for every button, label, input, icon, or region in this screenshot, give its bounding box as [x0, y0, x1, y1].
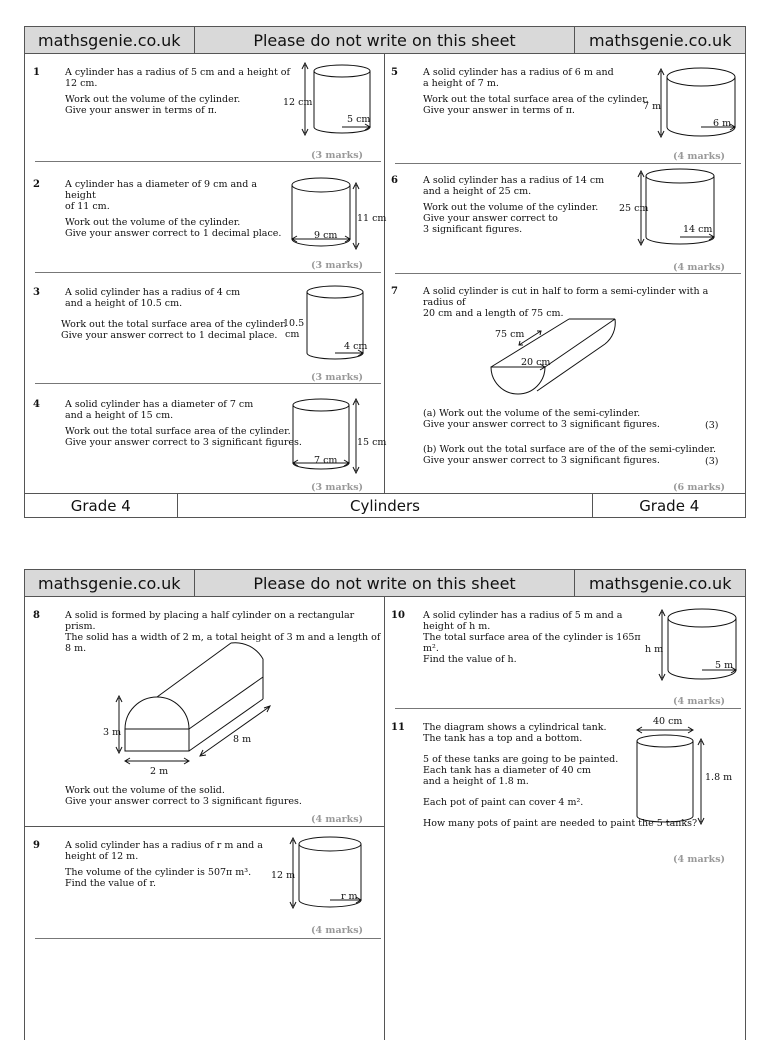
text-line: of 11 cm. [65, 201, 110, 212]
question-number: 9 [33, 840, 40, 851]
height-label: 12 cm [283, 97, 313, 108]
marks-label: (4 marks) [673, 854, 726, 865]
question-number: 1 [33, 67, 40, 78]
text-line: Each pot of paint can cover 4 m². [423, 797, 584, 808]
text-line: A cylinder has a diameter of 9 cm and a height [65, 179, 258, 201]
text-line: Give your answer in terms of π. [423, 105, 575, 116]
marks-label: (3 marks) [311, 482, 364, 493]
marks-label: (4 marks) [673, 151, 726, 162]
radius-label: 5 cm [347, 114, 371, 125]
question-text [65, 67, 305, 116]
divider [395, 708, 741, 709]
text-line: (a) Work out the volume of the semi-cylinder. [423, 408, 641, 419]
worksheet-page-2 [24, 569, 746, 1040]
text-line: and a height of 15 cm. [65, 410, 174, 421]
text-line: The volume of the cylinder is 507π m³. [65, 867, 252, 878]
question-7a-text [423, 408, 723, 430]
text-line: Work out the volume of the cylinder. [65, 94, 241, 105]
header-site-right: mathsgenie.co.uk [589, 573, 732, 593]
height-label: 12 m [271, 870, 296, 881]
text-line: Give your answer correct to 3 significant figures. [65, 796, 302, 807]
header-notice: Please do not write on this sheet [195, 27, 576, 53]
sheet-header [25, 27, 745, 54]
text-line: A solid cylinder has a radius of 4 cm [65, 287, 241, 298]
cylinder-diagram [301, 283, 381, 373]
text-line: How many pots of paint are needed to paint the 5 tanks? [423, 818, 698, 829]
sheet-footer [25, 493, 745, 517]
header-site-left: mathsgenie.co.uk [25, 570, 195, 596]
text-line: 5 of these tanks are going to be painted. [423, 754, 619, 765]
question-text [65, 287, 285, 309]
height-label: h m [645, 644, 664, 655]
divider [395, 273, 741, 274]
diameter-label: 7 cm [314, 455, 338, 466]
half-cylinder-prism-diagram [115, 640, 285, 780]
divider [395, 163, 741, 164]
text-line: Give your answer correct to 3 significant figures. [423, 419, 660, 430]
height-label: 11 cm [357, 213, 387, 224]
height-label: 10.5 [283, 318, 305, 329]
marks-label: (3 marks) [311, 150, 364, 161]
question-text [423, 175, 623, 235]
marks-label: (4 marks) [673, 262, 726, 273]
text-line: Find the value of h. [423, 654, 517, 665]
text-line: The solid has a width of 2 m, a total height of 3 m and a length of 8 m. [65, 632, 381, 654]
text-line: A solid cylinder has a diameter of 7 cm [65, 399, 254, 410]
text-line: 20 cm and a length of 75 cm. [423, 308, 564, 319]
cylinder-diagram [655, 63, 745, 163]
header-site-left: mathsgenie.co.uk [25, 27, 195, 53]
height-label: 1.8 m [705, 772, 733, 783]
question-number: 8 [33, 610, 40, 621]
height-label: 25 cm [619, 203, 649, 214]
part-marks: (3) [705, 456, 719, 467]
question-number: 10 [391, 610, 405, 621]
question-number: 4 [33, 399, 40, 410]
footer-topic: Cylinders [178, 494, 594, 517]
cylinder-diagram [637, 167, 737, 257]
cylinder-diagram [281, 61, 381, 161]
question-number: 7 [391, 286, 398, 297]
diameter-label: 40 cm [653, 716, 683, 727]
text-line: Work out the volume of the solid. [65, 785, 225, 796]
text-line: height of 12 m. [65, 851, 139, 862]
text-line: Work out the total surface area of the cylinder. [423, 94, 649, 105]
question-number: 11 [391, 722, 405, 733]
text-line: Give your answer correct to 1 decimal place. [61, 330, 278, 341]
question-text [65, 179, 285, 239]
marks-label: (3 marks) [311, 372, 364, 383]
text-line: A solid cylinder has a radius of 6 m and [423, 67, 614, 78]
question-number: 5 [391, 67, 398, 78]
question-number: 2 [33, 179, 40, 190]
text-line: Give your answer correct to 3 significant figures. [423, 455, 660, 466]
text-line: A solid cylinder has a radius of r m and a [65, 840, 263, 851]
divider [35, 272, 381, 273]
length-label: 8 m [233, 734, 252, 745]
question-number: 3 [33, 287, 40, 298]
text-line: Give your answer in terms of π. [65, 105, 217, 116]
height-label: 7 m [643, 101, 662, 112]
text-line: The diagram shows a cylindrical tank. [423, 722, 607, 733]
text-line: Work out the total surface area of the cylinder. [61, 319, 287, 330]
divider [35, 161, 381, 162]
text-line: A solid cylinder has a radius of 14 cm [423, 175, 605, 186]
text-line: Each tank has a diameter of 40 cm [423, 765, 591, 776]
part-marks: (3) [705, 420, 719, 431]
cylinder-diagram [291, 834, 371, 924]
question-text [423, 67, 663, 116]
footer-grade-right: Grade 4 [639, 496, 700, 515]
text-line: Work out the volume of the cylinder. [423, 202, 599, 213]
text-line: Give your answer correct to 3 significant figures. [65, 437, 302, 448]
sheet-header [25, 570, 745, 597]
width-label: 2 m [150, 766, 169, 777]
text-line: A solid cylinder has a radius of 5 m and a [423, 610, 623, 621]
diameter-label: 9 cm [314, 230, 338, 241]
marks-label: (4 marks) [311, 925, 364, 936]
text-line: 3 significant figures. [423, 224, 523, 235]
divider [35, 938, 381, 939]
text-line: The total surface area of the cylinder is 165π m². [423, 632, 641, 654]
text-line: and a height of 10.5 cm. [65, 298, 183, 309]
text-line: (b) Work out the total surface are of the of the semi-cylinder. [423, 444, 717, 455]
text-line: A cylinder has a radius of 5 cm and a height of 12 cm. [65, 67, 291, 89]
divider [35, 383, 381, 384]
divider [25, 826, 384, 827]
question-text [423, 610, 653, 665]
header-site-right: mathsgenie.co.uk [589, 30, 732, 50]
height-label-unit: cm [285, 329, 300, 340]
radius-label: 14 cm [683, 224, 713, 235]
height-label: 15 cm [357, 437, 387, 448]
radius-label: r m [341, 891, 358, 902]
radius-label: 6 m [713, 118, 732, 129]
question-number: 6 [391, 175, 398, 186]
text-line: Work out the total surface area of the cylinder. [65, 426, 291, 437]
length-label: 75 cm [495, 329, 525, 340]
text-line: The tank has a top and a bottom. [423, 733, 583, 744]
marks-label: (3 marks) [311, 260, 364, 271]
text-line: and a height of 1.8 m. [423, 776, 529, 787]
text-line: Find the value of r. [65, 878, 157, 889]
text-line: Work out the volume of the cylinder. [65, 217, 241, 228]
radius-label: 5 m [715, 660, 734, 671]
cylinder-diagram [657, 606, 747, 696]
marks-label: (6 marks) [673, 482, 726, 493]
text-line: and a height of 25 cm. [423, 186, 532, 197]
question-text [65, 840, 285, 889]
header-notice: Please do not write on this sheet [195, 570, 576, 596]
text-line: Give your answer correct to [423, 213, 558, 224]
footer-grade-left: Grade 4 [25, 494, 178, 517]
text-line: A solid is formed by placing a half cylinder on a rectangular prism. [65, 610, 355, 632]
text-line: a height of 7 m. [423, 78, 499, 89]
worksheet-page-1 [24, 26, 746, 518]
marks-label: (4 marks) [673, 696, 726, 707]
question-text [61, 319, 291, 341]
radius-label: 20 cm [521, 357, 551, 368]
question-text [65, 399, 305, 448]
question-7b-text [423, 444, 723, 466]
text-line: height of h m. [423, 621, 491, 632]
question-text [65, 785, 365, 807]
height-label: 3 m [103, 727, 122, 738]
text-line: Give your answer correct to 1 decimal place. [65, 228, 282, 239]
radius-label: 4 cm [344, 341, 368, 352]
question-text [423, 286, 741, 319]
marks-label: (4 marks) [311, 814, 364, 825]
column-divider [384, 596, 385, 1040]
text-line: A solid cylinder is cut in half to form a semi-cylinder with a radius of [423, 286, 709, 308]
